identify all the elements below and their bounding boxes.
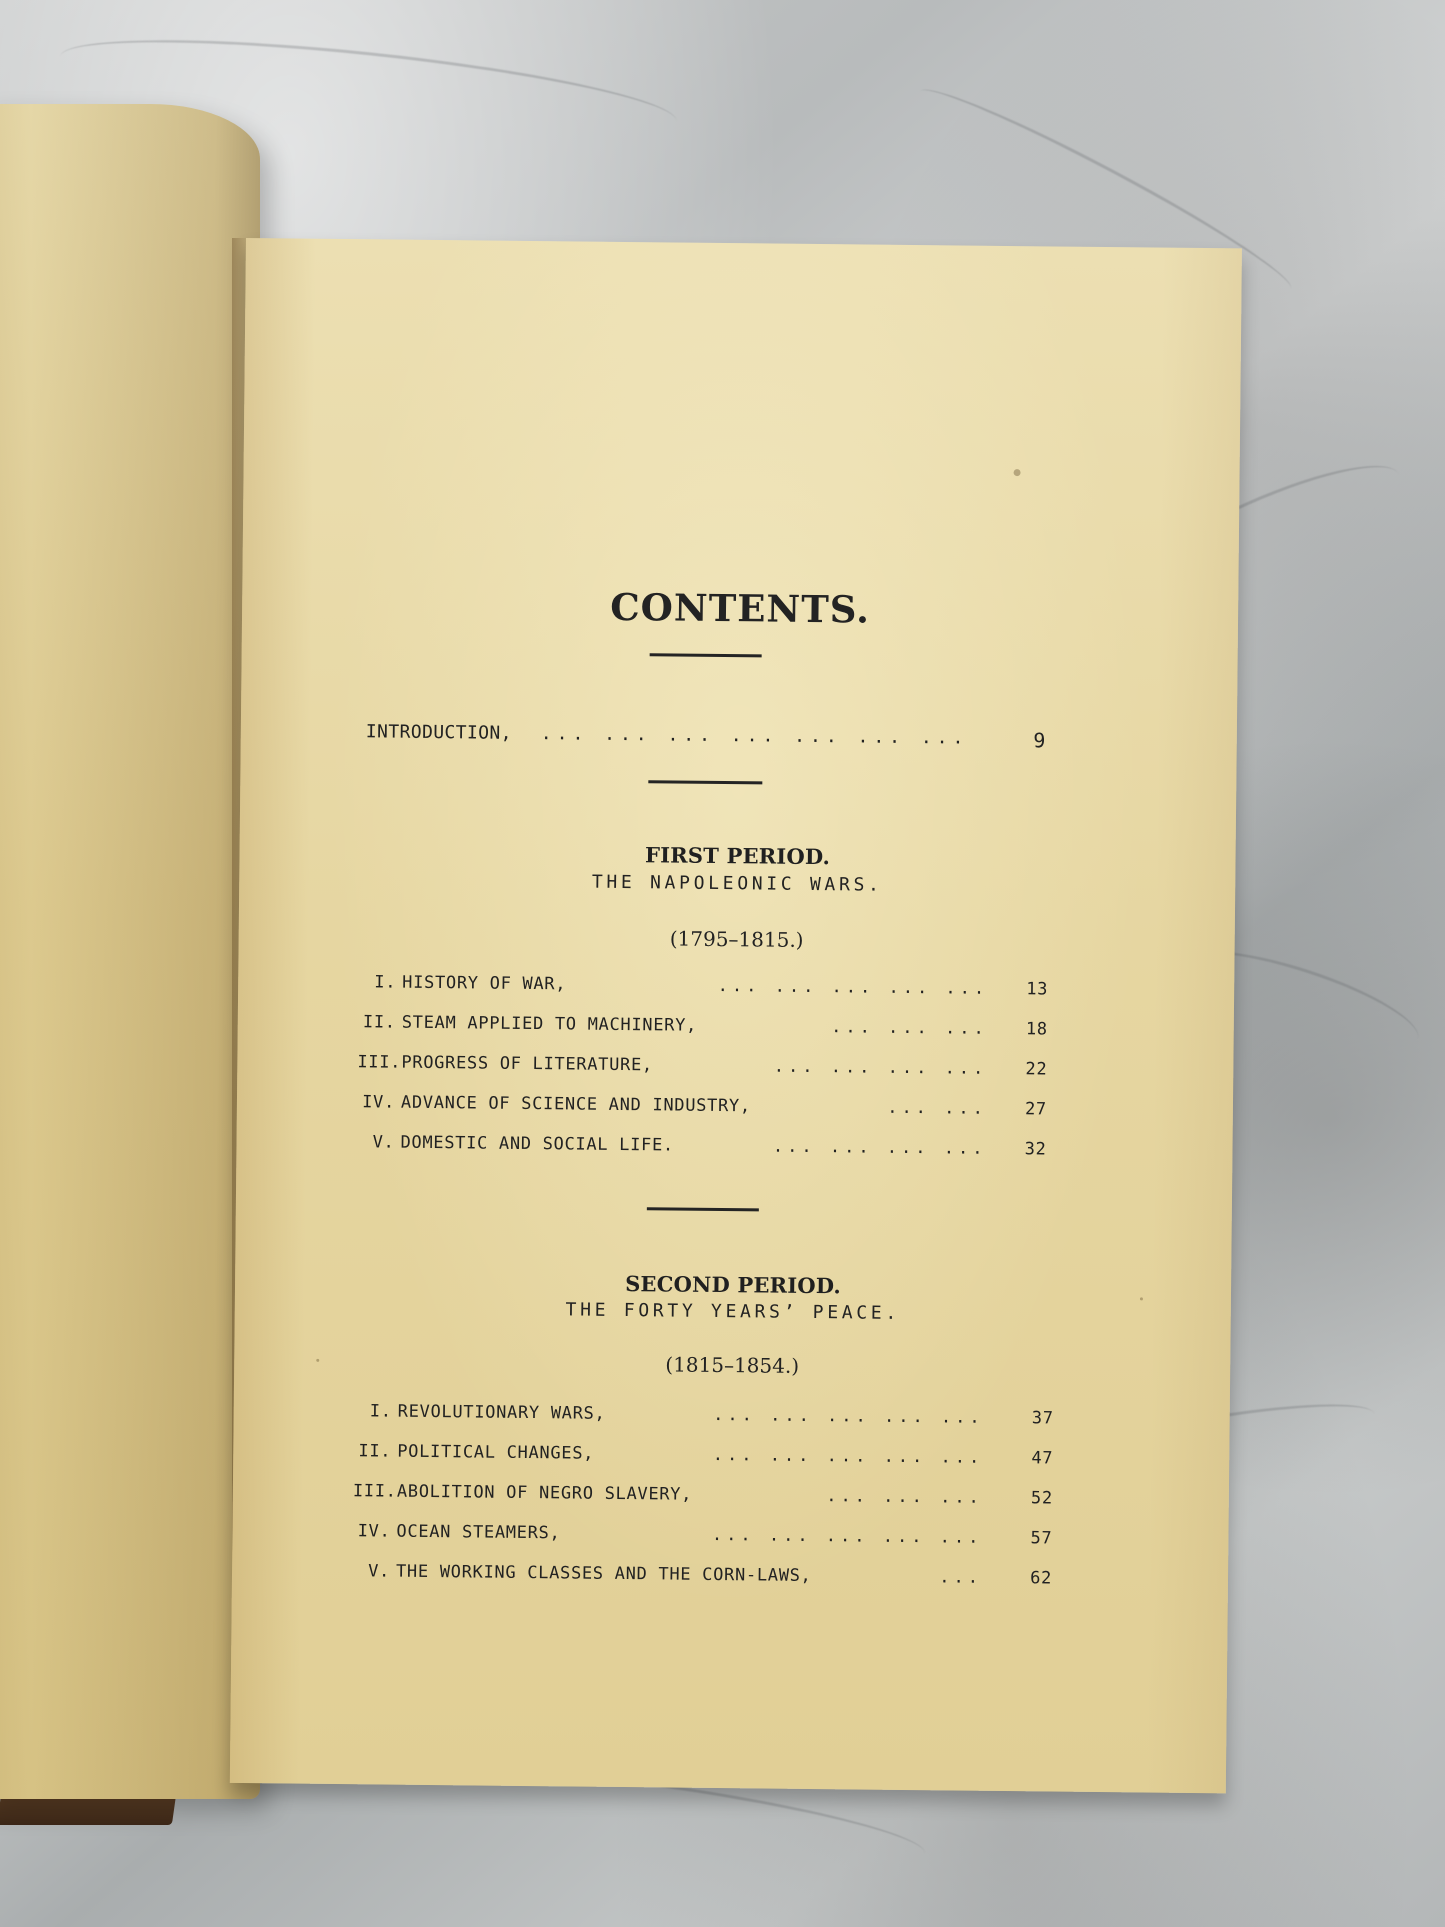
chapter-title: OCEAN STEAMERS,: [396, 1521, 561, 1544]
chapter-numeral: III.: [357, 1052, 402, 1073]
page-number: 57: [1030, 1528, 1053, 1549]
chapter-title: DOMESTIC AND SOCIAL LIFE.: [400, 1132, 674, 1156]
second-period-contents-list: [352, 1401, 1054, 1608]
chapter-numeral: I.: [369, 1401, 392, 1422]
contents-title: CONTENTS.: [609, 584, 871, 632]
introduction-page-number: 9: [1033, 728, 1046, 753]
chapter-numeral: I.: [374, 972, 397, 993]
leader-dots: ...: [939, 1567, 983, 1588]
section-rule: [648, 780, 762, 784]
leader-dots: ... ... ... ... ...: [713, 1404, 984, 1428]
second-period-years: (1815–1854.): [665, 1352, 800, 1378]
chapter-title: ADVANCE OF SCIENCE AND INDUSTRY,: [400, 1092, 751, 1117]
page-number: 37: [1031, 1408, 1054, 1429]
leader-dots: ... ... ... ... ...: [717, 975, 989, 999]
first-period-years: (1795–1815.): [669, 926, 804, 952]
page-number: 22: [1025, 1059, 1048, 1080]
page-number: 18: [1025, 1019, 1048, 1040]
leader-dots: ... ... ... ... ...: [711, 1524, 983, 1548]
page-number: 27: [1024, 1099, 1048, 1120]
leader-dots: ... ... ...: [831, 1017, 988, 1039]
page-number: 13: [1026, 979, 1049, 1000]
paper-speck: [1014, 469, 1021, 476]
chapter-title: REVOLUTIONARY WARS,: [397, 1401, 606, 1424]
chapter-numeral: V.: [372, 1132, 395, 1153]
chapter-title: THE WORKING CLASSES AND THE CORN-LAWS,: [395, 1561, 812, 1586]
chapter-title: HISTORY OF WAR,: [402, 972, 567, 995]
chapter-numeral: II.: [362, 1012, 396, 1033]
chapter-numeral: IV.: [362, 1092, 396, 1113]
chapter-title: PROGRESS OF LITERATURE,: [401, 1052, 653, 1076]
leader-dots: ... ... ... ...: [773, 1056, 988, 1079]
leader-dots: ... ...: [887, 1097, 988, 1119]
introduction-entry: [366, 721, 1046, 758]
contents-entry: [356, 1132, 1046, 1179]
chapter-title: POLITICAL CHANGES,: [397, 1441, 595, 1464]
second-period-title: SECOND PERIOD.: [625, 1271, 842, 1299]
chapter-numeral: III.: [352, 1481, 397, 1502]
leader-dots: ... ... ... ... ...: [712, 1444, 984, 1468]
leader-dots: ... ... ... ...: [772, 1136, 987, 1159]
section-rule: [647, 1207, 759, 1211]
chapter-numeral: V.: [368, 1561, 391, 1582]
leader-dots: ... ... ... ... ... ... ...: [540, 723, 969, 749]
first-period-title: FIRST PERIOD.: [644, 842, 831, 870]
contents-page: [230, 238, 1242, 1793]
page-number: 62: [1030, 1568, 1053, 1589]
first-period-subtitle: THE NAPOLEONIC WARS.: [591, 871, 883, 896]
page-number: 47: [1031, 1448, 1054, 1469]
contents-entry: [352, 1561, 1053, 1608]
page-number: 32: [1024, 1139, 1047, 1160]
page-number: 52: [1030, 1488, 1053, 1509]
chapter-title: ABOLITION OF NEGRO SLAVERY,: [396, 1481, 693, 1505]
chapter-numeral: II.: [358, 1441, 392, 1462]
chapter-numeral: IV.: [357, 1521, 391, 1542]
leader-dots: ... ... ...: [826, 1486, 983, 1508]
second-period-subtitle: THE FORTY YEARS’ PEACE.: [565, 1299, 901, 1324]
introduction-label: INTRODUCTION,: [365, 721, 513, 744]
chapter-title: STEAM APPLIED TO MACHINERY,: [401, 1012, 698, 1036]
section-rule: [650, 653, 762, 657]
left-book-page: [0, 104, 260, 1799]
first-period-contents-list: [356, 972, 1048, 1179]
